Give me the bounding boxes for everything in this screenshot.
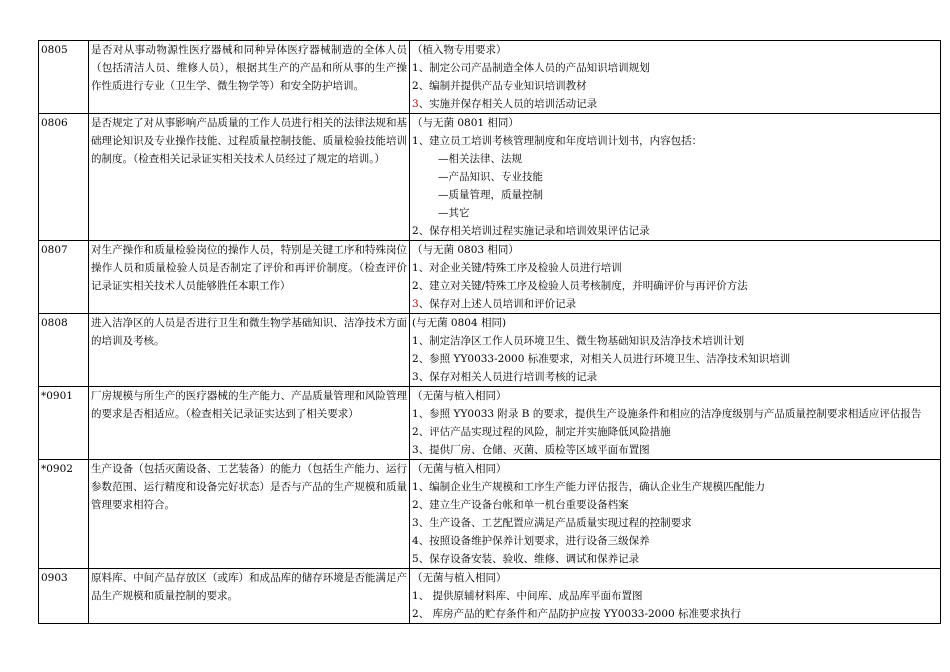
requirement-cell: 进入洁净区的人员是否进行卫生和微生物学基础知识、洁净技术方面的培训及考核。: [89, 314, 410, 387]
documentation-cell: [410, 241, 941, 314]
doc-list-item: [412, 132, 938, 150]
doc-list-item: [412, 259, 938, 277]
item-text: 、参照 YY0033 附录 B 的要求，提供生产设施条件和相应的洁净度级别与产品质量控制要求相适应评估报告: [418, 408, 922, 420]
item-number: 2: [412, 499, 419, 511]
doc-list-item: [412, 222, 938, 240]
item-number: 2: [412, 608, 419, 620]
item-text: (与无菌 0804 相同): [412, 317, 507, 329]
doc-list-item: [412, 332, 938, 350]
doc-sub-item: [412, 150, 938, 168]
item-number: 2: [412, 80, 419, 92]
clause-code-cell: *0902: [39, 460, 89, 569]
item-text: 、实施并保存相关人员的培训活动记录: [418, 98, 598, 110]
doc-list-item: [412, 277, 938, 295]
doc-list-item: [412, 405, 938, 423]
item-text: 、 提供原辅材料库、中间库、成品库平面布置图: [418, 590, 643, 602]
doc-note: [412, 460, 938, 478]
table-body: [39, 41, 941, 624]
item-text: （无菌与植入相同）: [412, 463, 507, 475]
item-number: 3: [412, 298, 419, 310]
doc-list-item: [412, 532, 938, 550]
doc-list-item: [412, 95, 938, 113]
table-row: [39, 241, 941, 314]
requirement-cell: 生产设备（包括灭菌设备、工艺装备）的能力（包括生产能力、运行参数范围、运行精度和设备完好状态）是否与产品的生产规模和质量管理要求相符合。: [89, 460, 410, 569]
doc-sub-item: [412, 204, 938, 222]
doc-list-item: [412, 59, 938, 77]
doc-note: [412, 114, 938, 132]
clause-code-cell: 0806: [39, 114, 89, 241]
clause-code-cell: 0807: [39, 241, 89, 314]
doc-list-item: [412, 77, 938, 95]
item-text: 、参照 YY0033-2000 标准要求，对相关人员进行环境卫生、洁净技术知识培训: [418, 353, 791, 365]
item-number: 1: [412, 62, 419, 74]
doc-note: [412, 241, 938, 259]
item-number: 1: [412, 262, 419, 274]
item-text: 、评估产品实现过程的风险，制定并实施降低风险措施: [418, 426, 671, 438]
item-number: 1: [412, 408, 419, 420]
table-row: [39, 314, 941, 387]
item-number: 3: [412, 371, 419, 383]
item-text: 、生产设备、工艺配置应满足产品质量实现过程的控制要求: [418, 517, 692, 529]
requirement-cell: 厂房规模与所生产的医疗器械的生产能力、产品质量管理和风险管理的要求是否相适应。（检查相关记录证实达到了相关要求）: [89, 387, 410, 460]
clause-code-cell: *0901: [39, 387, 89, 460]
item-number: 1: [412, 335, 419, 347]
item-number: 4: [412, 535, 419, 547]
item-text: 、建立对关键/特殊工序及检验人员考核制度，并明确评价与再评价方法: [418, 280, 748, 292]
doc-note: [412, 41, 938, 59]
doc-list-item: [412, 350, 938, 368]
table-row: [39, 114, 941, 241]
requirement-cell: 对生产操作和质量检验岗位的操作人员，特别是关键工序和特殊岗位操作人员和质量检验人员是否制定了评价和再评价制度。（检查评价记录证实相关技术人员能够胜任本职工作）: [89, 241, 410, 314]
doc-sub-item: [412, 168, 938, 186]
item-text: （无菌与植入相同）: [412, 390, 507, 402]
documentation-cell: [410, 314, 941, 387]
item-text: —其它: [438, 207, 470, 219]
table-row: [39, 569, 941, 624]
requirement-cell: 是否规定了对从事影响产品质量的工作人员进行相关的法律法规和基础理论知识及专业操作技能、过程质量控制技能、质量检验技能培训的制度。（检查相关记录证实相关技术人员经过了规定的培训。）: [89, 114, 410, 241]
item-text: 、保存相关培训过程实施记录和培训效果评估记录: [418, 225, 650, 237]
item-number: 1: [412, 135, 419, 147]
doc-list-item: [412, 478, 938, 496]
documentation-cell: [410, 387, 941, 460]
item-number: 3: [412, 517, 419, 529]
clause-code-cell: 0808: [39, 314, 89, 387]
item-text: —相关法律、法规: [438, 153, 522, 165]
item-text: —质量管理，质量控制: [438, 189, 543, 201]
table-row: [39, 460, 941, 569]
item-text: 、提供厂房、仓储、灭菌、质检等区域平面布置图: [418, 444, 650, 456]
doc-note: [412, 314, 938, 332]
documentation-cell: [410, 41, 941, 114]
doc-note: [412, 387, 938, 405]
item-text: 、制定公司产品制造全体人员的产品知识培训规划: [418, 62, 650, 74]
item-number: 2: [412, 225, 419, 237]
item-text: 、编制并提供产品专业知识培训教材: [418, 80, 587, 92]
doc-list-item: [412, 514, 938, 532]
item-text: （植入物专用要求）: [412, 44, 507, 56]
item-text: 、编制企业生产规模和工序生产能力评估报告，确认企业生产规模匹配能力: [418, 481, 766, 493]
item-text: —产品知识、专业技能: [438, 171, 543, 183]
item-number: 1: [412, 590, 419, 602]
item-number: 2: [412, 280, 419, 292]
doc-note: [412, 569, 938, 587]
item-text: 、建立生产设备台帐和单一机台重要设备档案: [418, 499, 629, 511]
item-text: 、对企业关键/特殊工序及检验人员进行培训: [418, 262, 622, 274]
item-number: 3: [412, 444, 419, 456]
doc-list-item: [412, 368, 938, 386]
item-text: 、保存对上述人员培训和评价记录: [418, 298, 577, 310]
item-text: 、制定洁净区工作人员环境卫生、微生物基础知识及洁净技术培训计划: [418, 335, 745, 347]
item-text: （与无菌 0803 相同）: [412, 244, 519, 256]
documentation-cell: [410, 460, 941, 569]
table-row: [39, 41, 941, 114]
clause-code-cell: 0903: [39, 569, 89, 624]
doc-list-item: [412, 295, 938, 313]
item-number: 2: [412, 353, 419, 365]
item-text: 、 库房产品的贮存条件和产品防护应按 YY0033-2000 标准要求执行: [418, 608, 742, 620]
requirement-cell: 原料库、中间产品存放区（或库）和成品库的储存环境是否能满足产品生产规模和质量控制的要求。: [89, 569, 410, 624]
doc-sub-item: [412, 186, 938, 204]
item-text: 、保存设备安装、验收、维修、调试和保养记录: [418, 553, 640, 565]
clause-code-cell: 0805: [39, 41, 89, 114]
item-number: 3: [412, 98, 419, 110]
item-number: 5: [412, 553, 419, 565]
item-text: 、按照设备维护保养计划要求，进行设备三级保养: [418, 535, 650, 547]
doc-list-item: [412, 496, 938, 514]
item-text: （无菌与植入相同）: [412, 572, 507, 584]
item-text: （与无菌 0801 相同）: [412, 117, 519, 129]
item-text: 、保存对相关人员进行培训考核的记录: [418, 371, 598, 383]
item-number: 2: [412, 426, 419, 438]
doc-list-item: [412, 441, 938, 459]
doc-list-item: [412, 423, 938, 441]
doc-list-item: [412, 587, 938, 605]
documentation-cell: [410, 569, 941, 624]
requirement-cell: 是否对从事动物源性医疗器械和同种异体医疗器械制造的全体人员（包括清洁人员、维修人员），根据其生产的产品和所从事的生产操作性质进行专业（卫生学、微生物学等）和安全防护培训。: [89, 41, 410, 114]
doc-list-item: [412, 605, 938, 623]
audit-requirements-table: [38, 40, 941, 624]
item-number: 1: [412, 481, 419, 493]
item-text: 、建立员工培训考核管理制度和年度培训计划书，内容包括：: [418, 135, 703, 147]
table-row: [39, 387, 941, 460]
documentation-cell: [410, 114, 941, 241]
doc-list-item: [412, 550, 938, 568]
